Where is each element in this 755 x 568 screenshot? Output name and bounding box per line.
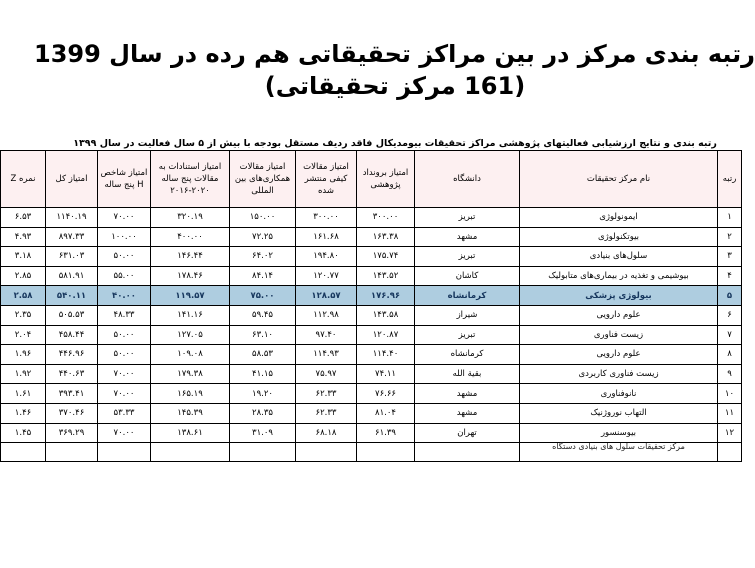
- table-row[interactable]: [1, 325, 742, 345]
- cell-h-index: ۴۰.۰۰: [98, 286, 151, 306]
- cell-total: ۵۰۵.۵۳: [46, 305, 98, 325]
- cell-quality-articles: ۱۱۴.۹۳: [296, 345, 357, 365]
- cell-h-index: ۷۰.۰۰: [98, 384, 151, 404]
- table-header: [1, 151, 742, 208]
- cell-intl-collab: ۷۲.۲۵: [230, 227, 296, 247]
- cell-research-output: ۸۱.۰۴: [357, 403, 415, 423]
- cell-research-output: ۱۴۳.۵۲: [357, 266, 415, 286]
- cell-university: تهران: [415, 423, 520, 443]
- cell-intl-collab: ۲۸.۳۵: [230, 403, 296, 423]
- cell-center-name: ایمونولوژی: [520, 208, 718, 228]
- cell-rank: ۱۱: [718, 403, 742, 423]
- cell-total: ۱۱۴۰.۱۹: [46, 208, 98, 228]
- cell-center-name: سلول‌های بنیادی: [520, 247, 718, 267]
- cell-z-score: ۲.۸۵: [1, 266, 46, 286]
- cell-intl-collab: ۴۱.۱۵: [230, 364, 296, 384]
- cell-university: مشهد: [415, 384, 520, 404]
- column-header-quality-articles: امتیاز مقالات کیفی منتشر شده: [296, 151, 357, 208]
- cell-center-name: مرکز تحقیقات سلول های بنیادی دستگاه: [520, 443, 718, 462]
- column-header-university: دانشگاه: [415, 151, 520, 208]
- cell-center-name: علوم دارویی: [520, 345, 718, 365]
- table-row[interactable]: [1, 227, 742, 247]
- cell-center-name: بیولوژی پزشکی: [520, 286, 718, 306]
- cell-university: [415, 443, 520, 462]
- table-caption: [49, 131, 741, 150]
- cell-rank: ۹: [718, 364, 742, 384]
- cell-z-score: ۴.۹۳: [1, 227, 46, 247]
- column-header-center-name: نام مرکز تحقیقات: [520, 151, 718, 208]
- cell-citations: ۱۳۸.۶۱: [151, 423, 230, 443]
- cell-total: ۳۹۳.۴۱: [46, 384, 98, 404]
- cell-quality-articles: ۱۲۰.۷۷: [296, 266, 357, 286]
- cell-research-output: ۶۱.۳۹: [357, 423, 415, 443]
- cell-h-index: ۵۰.۰۰: [98, 247, 151, 267]
- cell-citations: ۴۰۰.۰۰: [151, 227, 230, 247]
- cell-quality-articles: ۱۶۱.۶۸: [296, 227, 357, 247]
- table-row[interactable]: [1, 364, 742, 384]
- cell-total: ۳۶۹.۲۹: [46, 423, 98, 443]
- cell-citations: [151, 443, 230, 462]
- cell-z-score: ۱.۴۵: [1, 423, 46, 443]
- cell-research-output: ۱۷۵.۷۴: [357, 247, 415, 267]
- table-row[interactable]: [1, 286, 742, 306]
- cell-center-name: علوم دارویی: [520, 305, 718, 325]
- cell-intl-collab: ۶۳.۱۰: [230, 325, 296, 345]
- cell-h-index: ۷۰.۰۰: [98, 423, 151, 443]
- cell-quality-articles: ۱۲۸.۵۷: [296, 286, 357, 306]
- cell-research-output: [357, 443, 415, 462]
- cell-quality-articles: [296, 443, 357, 462]
- table-row[interactable]: [1, 403, 742, 423]
- cell-university: کرمانشاه: [415, 345, 520, 365]
- cell-university: کرمانشاه: [415, 286, 520, 306]
- cell-z-score: ۱.۶۱: [1, 384, 46, 404]
- cell-center-name: زیست فناوری کاربردی: [520, 364, 718, 384]
- cell-citations: ۱۱۹.۵۷: [151, 286, 230, 306]
- cell-total: ۸۹۷.۳۳: [46, 227, 98, 247]
- ranking-table: [0, 150, 742, 462]
- cell-center-name: بیوسنسور: [520, 423, 718, 443]
- cell-research-output: ۱۴۳.۵۸: [357, 305, 415, 325]
- cell-citations: ۱۴۱.۱۶: [151, 305, 230, 325]
- cell-citations: ۱۷۹.۳۸: [151, 364, 230, 384]
- cell-h-index: ۷۰.۰۰: [98, 208, 151, 228]
- column-header-z-score: نمره Z: [1, 151, 46, 208]
- cell-center-name: بیوتکنولوژی: [520, 227, 718, 247]
- cell-quality-articles: ۱۹۴.۸۰: [296, 247, 357, 267]
- cell-z-score: ۱.۹۲: [1, 364, 46, 384]
- cell-rank: ۸: [718, 345, 742, 365]
- table-row[interactable]: [1, 247, 742, 267]
- cell-intl-collab: ۳۱.۰۹: [230, 423, 296, 443]
- cell-z-score: ۳.۱۸: [1, 247, 46, 267]
- table-body: [1, 208, 742, 462]
- cell-research-output: ۷۴.۱۱: [357, 364, 415, 384]
- cell-rank: ۳: [718, 247, 742, 267]
- cell-citations: ۱۲۷.۰۵: [151, 325, 230, 345]
- cell-total: ۳۷۰.۴۶: [46, 403, 98, 423]
- cell-center-name: زیست فناوری: [520, 325, 718, 345]
- cell-h-index: ۵۰.۰۰: [98, 345, 151, 365]
- cell-z-score: ۲.۵۸: [1, 286, 46, 306]
- cell-h-index: ۴۸.۳۳: [98, 305, 151, 325]
- title-line-2: (161 مرکز تحقیقاتی): [264, 72, 526, 101]
- cell-citations: ۱۴۶.۴۴: [151, 247, 230, 267]
- cell-research-output: ۱۱۴.۴۰: [357, 345, 415, 365]
- cell-quality-articles: ۹۷.۴۰: [296, 325, 357, 345]
- cell-h-index: ۵۵.۰۰: [98, 266, 151, 286]
- table-row[interactable]: [1, 266, 742, 286]
- cell-rank: ۱۰: [718, 384, 742, 404]
- cell-research-output: ۱۶۳.۳۸: [357, 227, 415, 247]
- cell-intl-collab: ۸۴.۱۴: [230, 266, 296, 286]
- cell-research-output: ۷۶.۶۶: [357, 384, 415, 404]
- table-row-partial[interactable]: [1, 443, 742, 462]
- cell-citations: ۱۰۹.۰۸: [151, 345, 230, 365]
- cell-rank: ۵: [718, 286, 742, 306]
- cell-z-score: ۱.۴۶: [1, 403, 46, 423]
- cell-rank: ۲: [718, 227, 742, 247]
- column-header-h-index: امتیاز شاخص H پنج ساله: [98, 151, 151, 208]
- cell-university: تبریز: [415, 208, 520, 228]
- ranking-table-container: [10, 150, 742, 452]
- cell-center-name: بیوشیمی و تغذیه در بیماری‌های متابولیک: [520, 266, 718, 286]
- cell-intl-collab: [230, 443, 296, 462]
- cell-university: تبریز: [415, 325, 520, 345]
- slide-title: [35, 38, 755, 103]
- cell-total: ۵۸۱.۹۱: [46, 266, 98, 286]
- cell-quality-articles: ۷۵.۹۷: [296, 364, 357, 384]
- cell-h-index: ۱۰۰.۰۰: [98, 227, 151, 247]
- cell-center-name: نانوفناوری: [520, 384, 718, 404]
- cell-rank: [718, 443, 742, 462]
- table-row[interactable]: [1, 384, 742, 404]
- cell-center-name: التهاب نوروژنیک: [520, 403, 718, 423]
- cell-quality-articles: ۶۲.۳۳: [296, 384, 357, 404]
- cell-total: ۶۳۱.۰۳: [46, 247, 98, 267]
- cell-rank: ۷: [718, 325, 742, 345]
- cell-quality-articles: ۳۰۰.۰۰: [296, 208, 357, 228]
- cell-total: ۴۵۸.۴۴: [46, 325, 98, 345]
- column-header-intl-collab: امتیاز مقالات همکاری‌های بین المللی: [230, 151, 296, 208]
- column-header-research-output: امتیاز برونداد پژوهشی: [357, 151, 415, 208]
- cell-university: شیراز: [415, 305, 520, 325]
- column-header-citations: امتیاز استنادات به مقالات پنج ساله ۲۰۲۰-۲۰۱۶: [151, 151, 230, 208]
- cell-university: بقیة الله: [415, 364, 520, 384]
- cell-z-score: ۱.۹۶: [1, 345, 46, 365]
- cell-total: [46, 443, 98, 462]
- cell-intl-collab: ۷۵.۰۰: [230, 286, 296, 306]
- cell-z-score: ۲.۰۴: [1, 325, 46, 345]
- cell-rank: ۱۲: [718, 423, 742, 443]
- cell-quality-articles: ۱۱۲.۹۸: [296, 305, 357, 325]
- cell-h-index: ۷۰.۰۰: [98, 364, 151, 384]
- cell-university: تبریز: [415, 247, 520, 267]
- table-row[interactable]: [1, 305, 742, 325]
- table-row[interactable]: [1, 423, 742, 443]
- column-header-rank: رتبه: [718, 151, 742, 208]
- cell-university: کاشان: [415, 266, 520, 286]
- table-caption-text: رتبه بندی و نتایج ارزشیابی فعالیتهای پژوهشی مراکز تحقیقات بیومدیکال فاقد ردیف مستقل بودجه با بیش از ۵ سال فعالیت در سال ۱۳۹۹: [73, 138, 717, 149]
- cell-intl-collab: ۶۴.۰۲: [230, 247, 296, 267]
- cell-intl-collab: ۱۹.۲۰: [230, 384, 296, 404]
- cell-total: ۴۴۰.۶۳: [46, 364, 98, 384]
- cell-citations: ۱۴۵.۳۹: [151, 403, 230, 423]
- cell-h-index: ۵۳.۳۳: [98, 403, 151, 423]
- cell-citations: ۱۶۵.۱۹: [151, 384, 230, 404]
- table-row[interactable]: [1, 345, 742, 365]
- table-row[interactable]: [1, 208, 742, 228]
- cell-total: ۵۴۰.۱۱: [46, 286, 98, 306]
- cell-h-index: [98, 443, 151, 462]
- cell-citations: ۱۷۸.۴۶: [151, 266, 230, 286]
- cell-research-output: ۱۲۰.۸۷: [357, 325, 415, 345]
- cell-intl-collab: ۱۵۰.۰۰: [230, 208, 296, 228]
- cell-z-score: ۶.۵۳: [1, 208, 46, 228]
- cell-citations: ۳۲۰.۱۹: [151, 208, 230, 228]
- cell-intl-collab: ۵۸.۵۳: [230, 345, 296, 365]
- cell-rank: ۱: [718, 208, 742, 228]
- cell-rank: ۴: [718, 266, 742, 286]
- column-header-total: امتیاز کل: [46, 151, 98, 208]
- cell-rank: ۶: [718, 305, 742, 325]
- cell-intl-collab: ۵۹.۴۵: [230, 305, 296, 325]
- cell-z-score: [1, 443, 46, 462]
- table-header-row: [1, 151, 742, 208]
- cell-research-output: ۱۷۶.۹۶: [357, 286, 415, 306]
- slide-canvas: [10, 0, 755, 568]
- cell-quality-articles: ۶۸.۱۸: [296, 423, 357, 443]
- cell-total: ۴۴۶.۹۶: [46, 345, 98, 365]
- cell-research-output: ۳۰۰.۰۰: [357, 208, 415, 228]
- cell-university: مشهد: [415, 227, 520, 247]
- cell-quality-articles: ۶۲.۳۳: [296, 403, 357, 423]
- cell-university: مشهد: [415, 403, 520, 423]
- cell-h-index: ۵۰.۰۰: [98, 325, 151, 345]
- cell-z-score: ۲.۳۵: [1, 305, 46, 325]
- title-line-1: رتبه بندی مرکز در بین مراکز تحقیقاتی هم رده در سال 1399: [34, 40, 755, 68]
